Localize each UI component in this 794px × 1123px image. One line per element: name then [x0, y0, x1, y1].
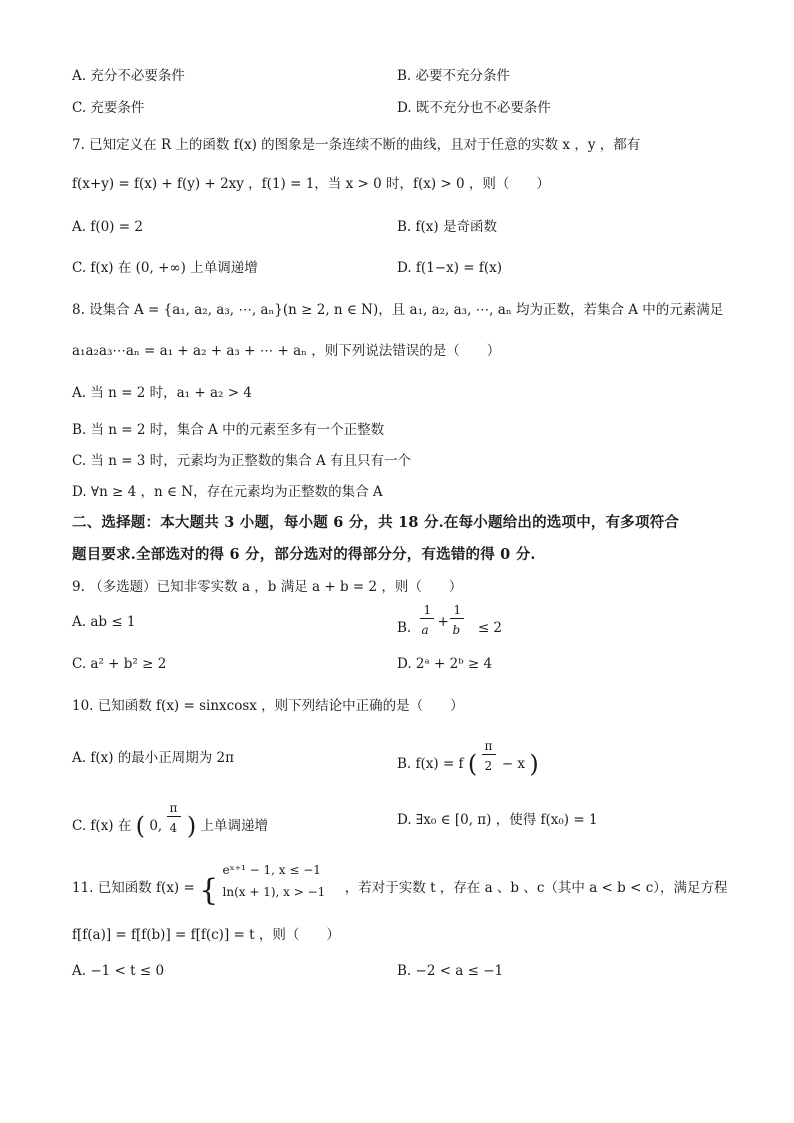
q9-option-b-fraction: 1 a + 1 b [416, 612, 474, 632]
q9-option-b [397, 603, 503, 638]
q6-option-b: B. 必要不充分条件 [397, 68, 511, 84]
section2-heading-line2: 题目要求.全部选对的得 6 分，部分选对的得部分分，有选错的得 0 分. [72, 546, 536, 563]
q10-option-d: D. ∃x₀ ∈ [0, π) ，使得 f(x₀) = 1 [397, 812, 598, 828]
q9-option-d: D. 2ᵃ + 2ᵇ ≥ 4 [397, 656, 493, 672]
q10-option-b-label: B. f(x) = f [397, 756, 464, 772]
q10-option-a: A. f(x) 的最小正周期为 2π [72, 750, 235, 766]
q10-stem: 10. 已知函数 f(x) = sinxcosx ，则下列结论中正确的是（ ） [72, 698, 464, 714]
q9-option-c: C. a² + b² ≥ 2 [72, 656, 167, 672]
q8-option-a: A. 当 n = 2 时，a₁ + a₂ > 4 [72, 385, 252, 401]
q11-stem-post: ，若对于实数 t ，存在 a 、b 、c（其中 a < b < c），满足方程 [344, 880, 728, 896]
q9-option-a: A. ab ≤ 1 [72, 614, 136, 630]
q6-option-a: A. 充分不必要条件 [72, 68, 185, 84]
q7-option-c: C. f(x) 在 (0, +∞) 上单调递增 [72, 260, 258, 276]
q10-option-c-fraction: $\frac{\pi}{4}$ [167, 810, 183, 830]
q9-option-b-tail: ≤ 2 [477, 620, 503, 636]
q7-option-d: D. f(1−x) = f(x) [397, 260, 503, 276]
q11-option-a: A. −1 < t ≤ 0 [72, 963, 165, 979]
q7-stem-line1: 7. 已知定义在 R 上的函数 f(x) 的图象是一条连续不断的曲线，且对于任意的实数 x ，y ，都有 [72, 137, 641, 153]
q10-option-b-tail: − x [501, 756, 526, 772]
q10-option-c-label: C. f(x) 在 [72, 818, 132, 834]
q8-stem-line1: 8. 设集合 A = {a₁, a₂, a₃, ⋯, aₙ}(n ≥ 2, n ∈ N)，且 a₁, a₂, a₃, ⋯, aₙ 均为正数，若集合 A 中的元素满足 [72, 302, 724, 318]
q11-piece1: eˣ⁺¹ − 1, x ≤ −1 [222, 863, 321, 877]
q8-option-c: C. 当 n = 3 时，元素均为正整数的集合 A 有且只有一个 [72, 453, 412, 469]
q9-option-b-label: B. [397, 620, 412, 636]
q11-stem-pre: 11. 已知函数 f(x) = [72, 880, 195, 896]
q11-stem: 11. 已知函数 f(x) = { eˣ⁺¹ − 1, x ≤ −1 ln(x + 1), x > −1 ，若对于实数 t ，存在 a 、b 、c（其中 a < b < c），满足方程 [72, 872, 728, 901]
q10-option-b-fraction: $\frac{\pi}{2}$ [482, 748, 498, 768]
q11-piecewise [222, 863, 341, 899]
q11-stem-line2: f[f(a)] = f[f(b)] = f[f(c)] = t ，则（ ） [72, 927, 340, 943]
q8-option-b: B. 当 n = 2 时，集合 A 中的元素至多有一个正整数 [72, 422, 385, 438]
q6-option-c: C. 充要条件 [72, 100, 145, 116]
q9-stem: 9. （多选题）已知非零实数 a ，b 满足 a + b = 2 ，则（ ） [72, 579, 463, 595]
q7-option-b: B. f(x) 是奇函数 [397, 219, 497, 235]
q10-option-c: C. f(x) 在 ( 0, $\frac{\pi}{4}$ ) 上单调递增 [72, 801, 268, 840]
q10-option-b: B. f(x) = f ( $\frac{\pi}{2}$ − x ) [397, 739, 539, 778]
q11-piece2: ln(x + 1), x > −1 [222, 885, 326, 899]
q6-option-d: D. 既不充分也不必要条件 [397, 100, 551, 116]
q10-option-c-tail: 上单调递增 [200, 818, 268, 834]
q8-stem-line2: a₁a₂a₃⋯aₙ = a₁ + a₂ + a₃ + ⋯ + aₙ ，则下列说法错误的是（ ） [72, 343, 501, 359]
section2-heading-line1: 二、选择题：本大题共 3 小题，每小题 6 分，共 18 分.在每小题给出的选项中，有多项符合 [72, 514, 680, 531]
q8-option-d: D. ∀n ≥ 4 ，n ∈ N，存在元素均为正整数的集合 A [72, 484, 383, 500]
q11-option-b: B. −2 < a ≤ −1 [397, 963, 504, 979]
q7-option-a: A. f(0) = 2 [72, 219, 143, 235]
q7-stem-line2: f(x+y) = f(x) + f(y) + 2xy ，f(1) = 1，当 x > 0 时，f(x) > 0 ，则（ ） [72, 176, 550, 192]
